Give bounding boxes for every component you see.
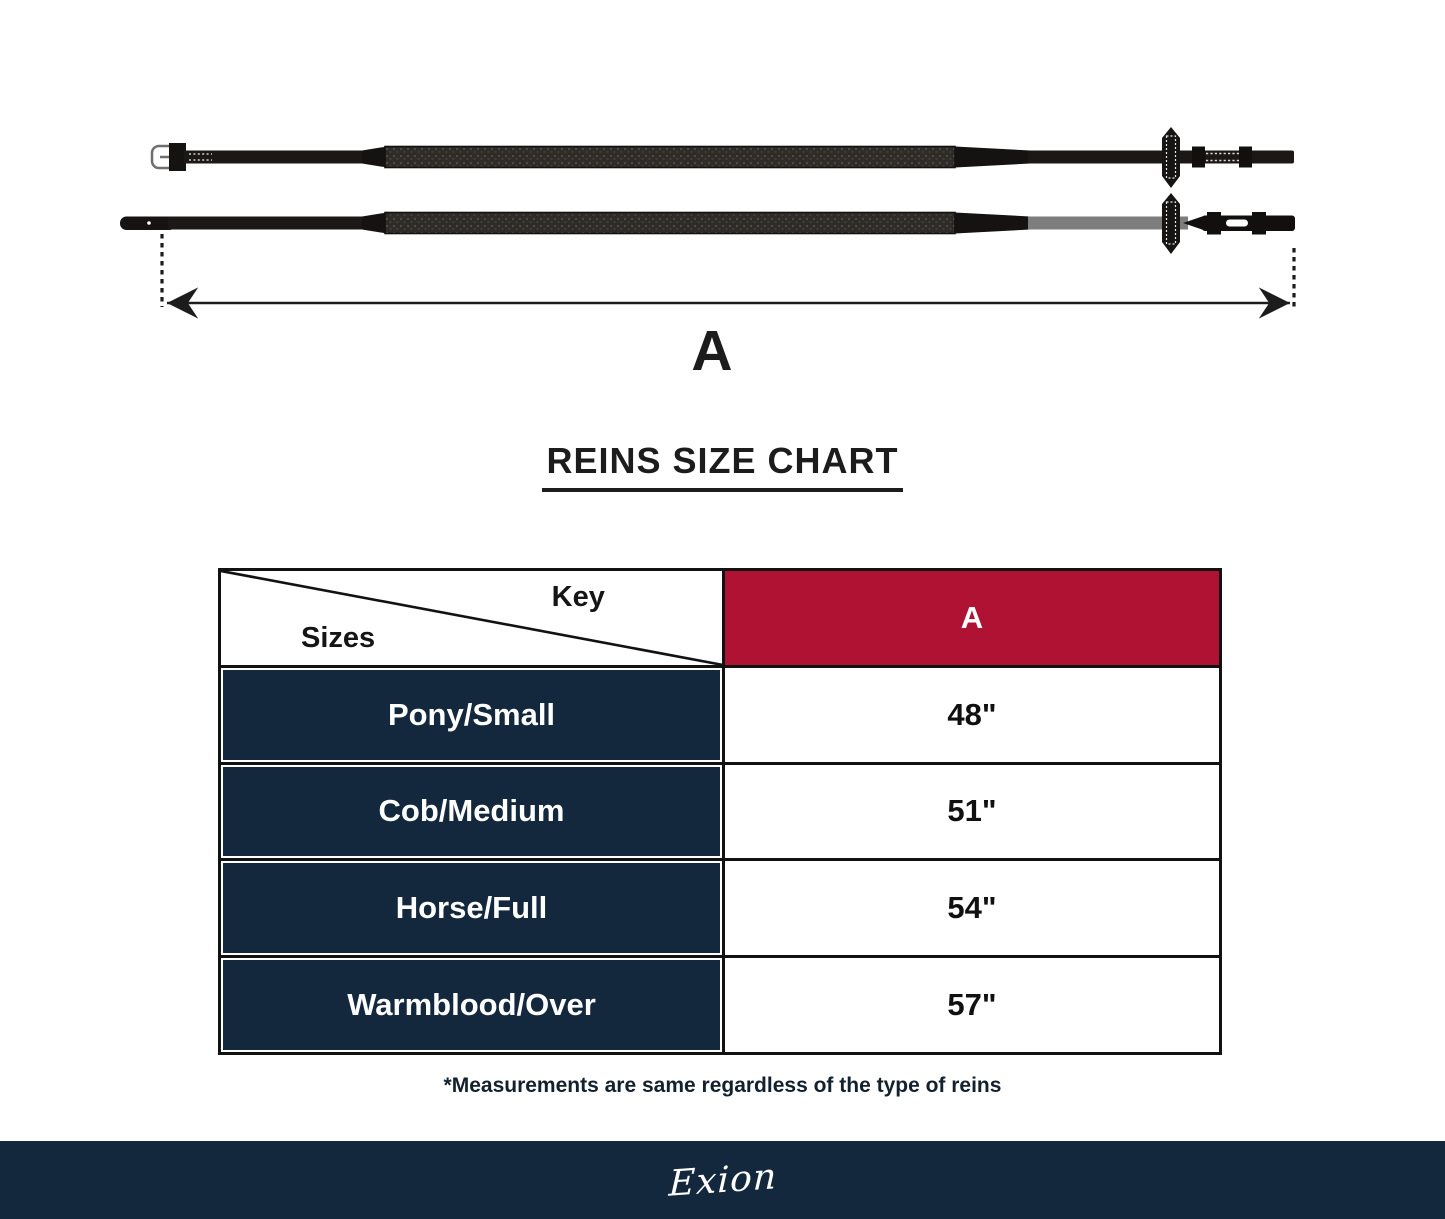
- corner-key-label: Key: [551, 581, 605, 613]
- row-label-horse-full: Horse/Full: [221, 861, 722, 955]
- corner-sizes-label: Sizes: [301, 621, 376, 654]
- size-table: [218, 568, 1222, 1055]
- value-warmblood-over: 57": [725, 958, 1219, 1052]
- row-label-warmblood-over: Warmblood/Over: [221, 958, 722, 1052]
- reins-diagram: [0, 0, 1445, 410]
- brand-logo: Exion: [667, 1155, 778, 1205]
- footer-bar: [0, 1141, 1445, 1219]
- corner-diagonal-line: [221, 571, 722, 665]
- measurement-note: *Measurements are same regardless of the type of reins: [443, 1074, 1002, 1097]
- value-cob-medium: 51": [725, 765, 1219, 859]
- rein-bottom: [120, 193, 1295, 254]
- row-label-pony-small: Pony/Small: [221, 668, 722, 762]
- table-corner-cell: [221, 571, 722, 665]
- row-label-cob-medium: Cob/Medium: [221, 765, 722, 859]
- rein-top: [152, 127, 1294, 188]
- value-pony-small: 48": [725, 668, 1219, 762]
- dimension-a-label: A: [691, 319, 733, 383]
- value-horse-full: 54": [725, 861, 1219, 955]
- dimension-lines: [162, 234, 1294, 307]
- page-title: REINS SIZE CHART: [542, 440, 902, 492]
- column-header-a: A: [725, 571, 1219, 665]
